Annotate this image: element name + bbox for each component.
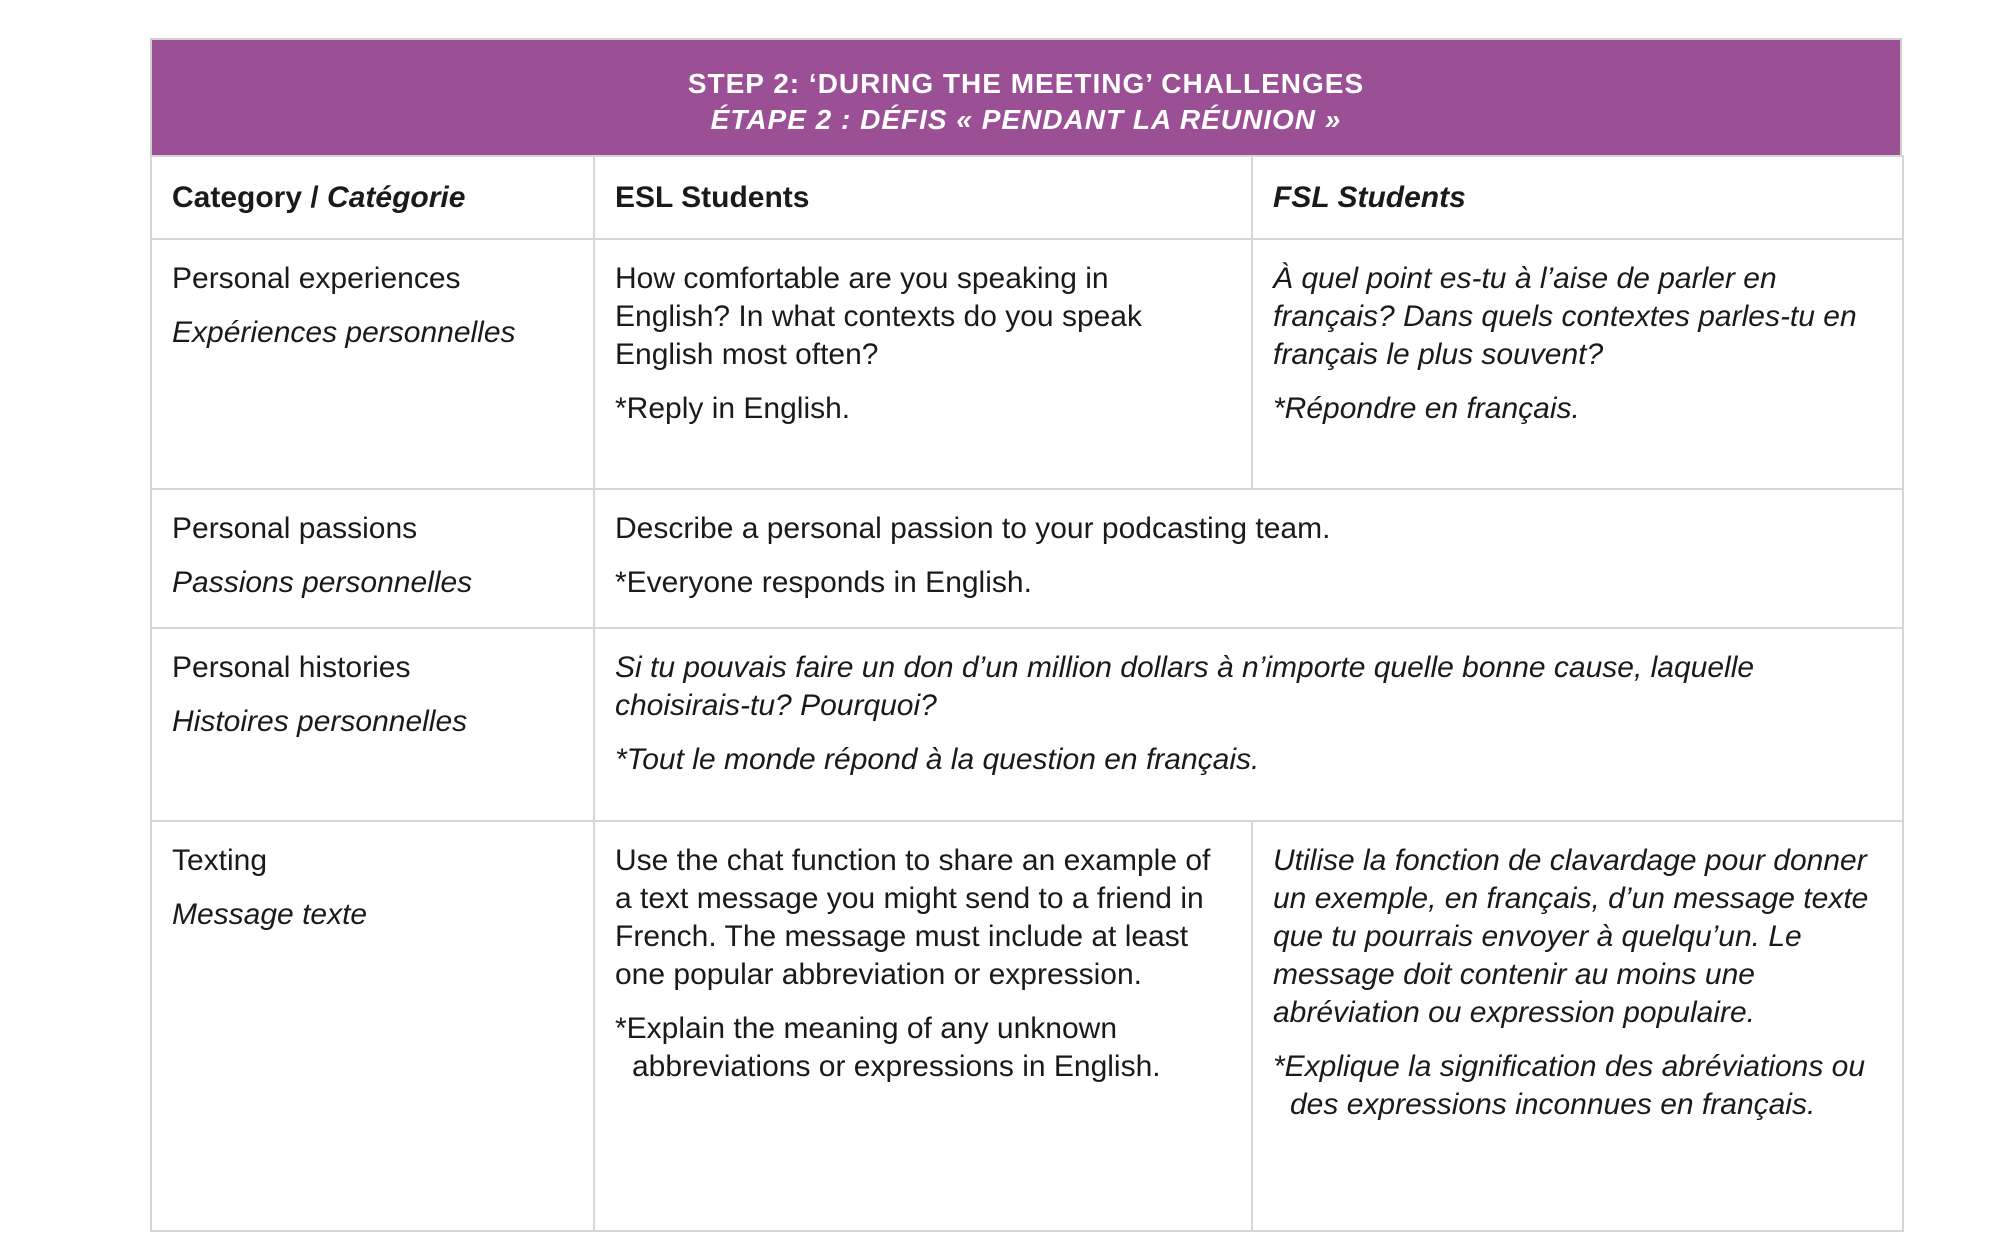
fsl-note: *Répondre en français. bbox=[1273, 392, 1580, 425]
banner-title-fr: ÉTAPE 2 : DÉFIS « PENDANT LA RÉUNION » bbox=[710, 104, 1342, 135]
header-esl: ESL Students bbox=[594, 156, 1252, 239]
challenges-table bbox=[150, 155, 1904, 1232]
header-row bbox=[151, 156, 1903, 239]
header-category bbox=[151, 156, 594, 239]
esl-question: Use the chat function to share an example of a text message you might send to a friend in French. The message must include at least one popular abbreviation or expression. bbox=[615, 844, 1211, 991]
header-fsl: FSL Students bbox=[1252, 156, 1903, 239]
esl-cell bbox=[594, 821, 1252, 1231]
header-category-en: Category / bbox=[172, 181, 328, 214]
category-fr: Passions personnelles bbox=[172, 566, 473, 599]
category-fr: Histoires personnelles bbox=[172, 705, 468, 738]
category-en: Personal experiences bbox=[172, 262, 461, 295]
table-row bbox=[151, 239, 1903, 489]
banner-title-en: STEP 2: ‘DURING THE MEETING’ CHALLENGES bbox=[687, 68, 1365, 99]
fsl-question: Utilise la fonction de clavardage pour donner un exemple, en français, d’un message texte que tu pourrais envoyer à quelqu’un. Le message doit contenir au moins une abréviation ou expression populaire. bbox=[1273, 844, 1869, 1029]
category-fr: Message texte bbox=[172, 898, 368, 931]
shared-cell bbox=[594, 628, 1903, 821]
category-en: Personal passions bbox=[172, 512, 418, 545]
esl-question: How comfortable are you speaking in English? In what contexts do you speak English most often? bbox=[615, 262, 1142, 371]
category-cell bbox=[151, 239, 594, 489]
fsl-note: *Explique la signification des abréviations ou des expressions inconnues en français. bbox=[1273, 1050, 1866, 1121]
table-row bbox=[151, 821, 1903, 1231]
table-row bbox=[151, 628, 1903, 821]
step-banner bbox=[150, 38, 1902, 155]
shared-note: *Everyone responds in English. bbox=[615, 566, 1032, 599]
esl-note: *Reply in English. bbox=[615, 392, 851, 425]
category-fr: Expériences personnelles bbox=[172, 316, 516, 349]
esl-note: *Explain the meaning of any unknown abbreviations or expressions in English. bbox=[615, 1012, 1161, 1083]
esl-cell bbox=[594, 239, 1252, 489]
shared-question: Describe a personal passion to your podcasting team. bbox=[615, 512, 1331, 545]
category-cell bbox=[151, 628, 594, 821]
challenges-sheet bbox=[150, 38, 1902, 1232]
fsl-question: À quel point es-tu à l’aise de parler en français? Dans quels contextes parles-tu en français le plus souvent? bbox=[1273, 262, 1857, 371]
category-en: Personal histories bbox=[172, 651, 411, 684]
shared-note: *Tout le monde répond à la question en français. bbox=[615, 743, 1260, 776]
header-category-fr: Catégorie bbox=[327, 181, 466, 214]
category-cell bbox=[151, 821, 594, 1231]
shared-question: Si tu pouvais faire un don d’un million dollars à n’importe quelle bonne cause, laquelle choisirais-tu? Pourquoi? bbox=[615, 651, 1755, 722]
fsl-cell bbox=[1252, 239, 1903, 489]
category-cell bbox=[151, 489, 594, 628]
fsl-cell bbox=[1252, 821, 1903, 1231]
table-row bbox=[151, 489, 1903, 628]
shared-cell bbox=[594, 489, 1903, 628]
category-en: Texting bbox=[172, 844, 268, 877]
